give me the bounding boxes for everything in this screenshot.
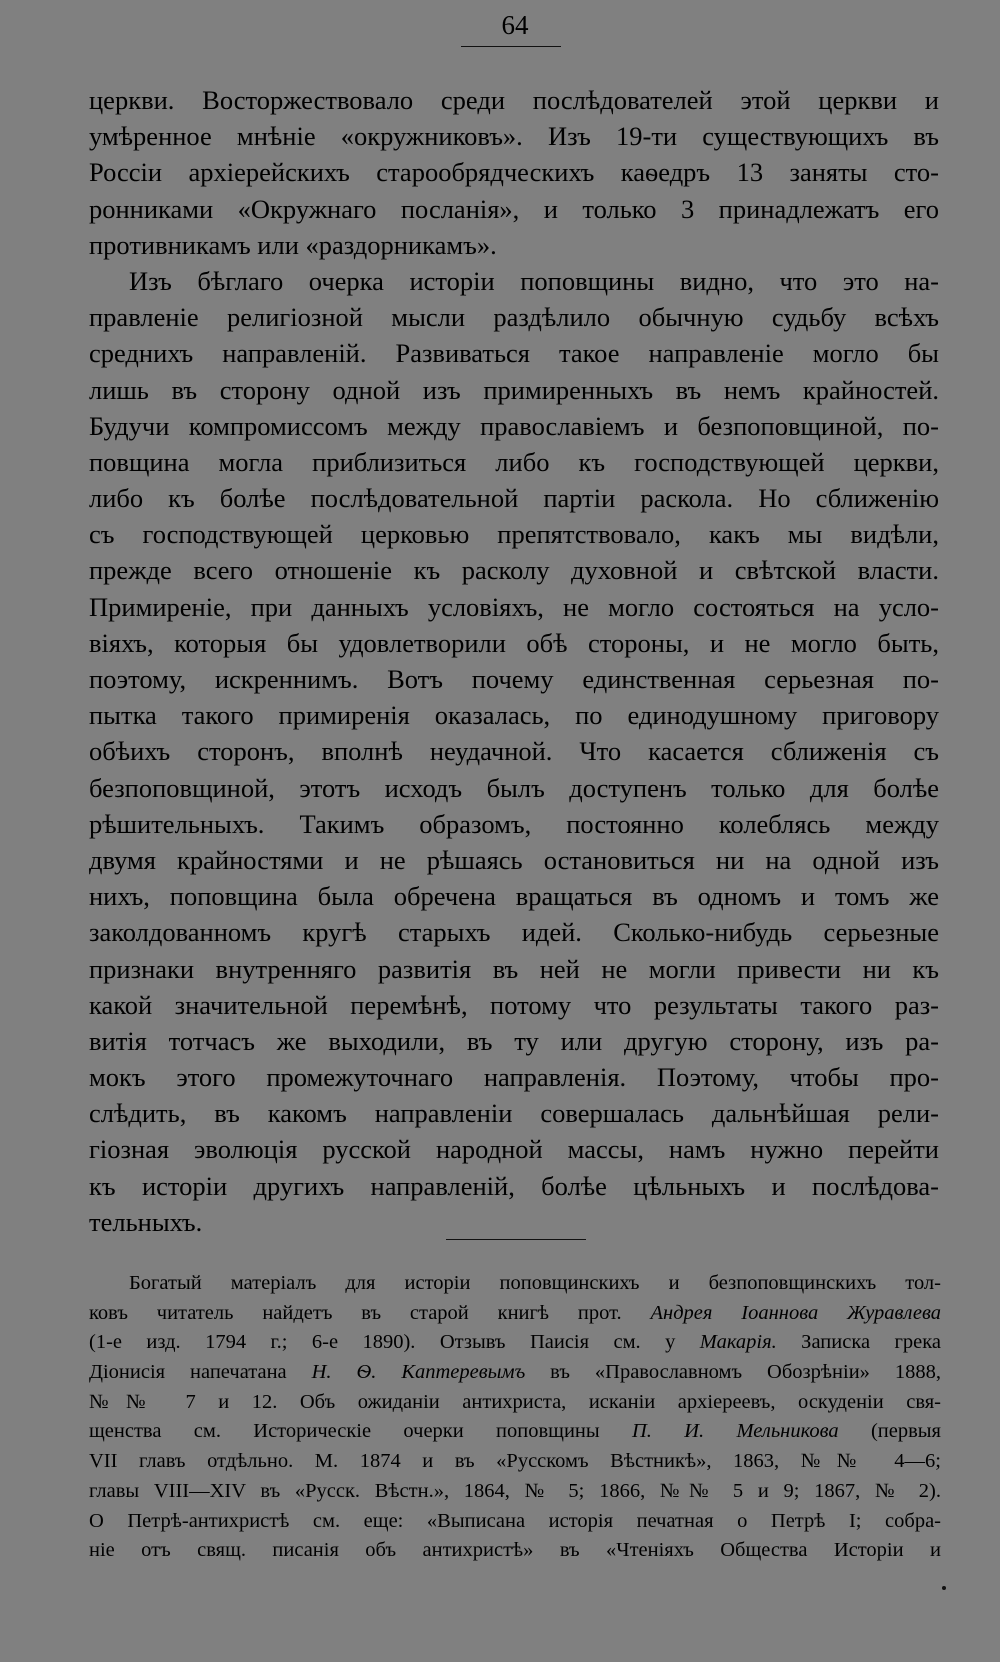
text-line: безпоповщиной, этотъ исходъ былъ доступенъ только для болѣе bbox=[89, 772, 939, 803]
text-line: къ исторіи другихъ направленій, болѣе цѣльныхъ и послѣдова- bbox=[89, 1170, 939, 1201]
text-line: обѣихъ сторонъ, вполнѣ неудачной. Что касается сближенія съ bbox=[89, 736, 939, 767]
author-name: Макарія. bbox=[699, 1331, 777, 1354]
author-name: П. И. Мельникова bbox=[632, 1420, 839, 1443]
footnote-line: главы VIII—XIV въ «Русск. Вѣстн.», 1864, № 5; 1866, №№ 5 и 9; 1867, № 2). bbox=[89, 1479, 941, 1502]
text-line: съ господствующей церковью препятствовало, какъ мы видѣли, bbox=[89, 519, 939, 550]
text-line: прежде всего отношеніе къ расколу духовной и свѣтской власти. bbox=[89, 555, 939, 586]
text-line: Россіи архіерейскихъ старообрядческихъ каѳедръ 13 заняты сто- bbox=[89, 157, 939, 188]
text-line: лишь въ сторону одной изъ примиренныхъ въ немъ крайностей. bbox=[89, 374, 939, 405]
text-line: среднихъ направленій. Развиваться такое направленіе могло бы bbox=[89, 338, 939, 369]
footnote-line: Богатый матеріалъ для исторіи поповщинскихъ и безпоповщинскихъ тол- bbox=[129, 1272, 941, 1294]
text-line: нихъ, поповщина была обречена вращаться въ одномъ и томъ же bbox=[89, 881, 939, 912]
author-name: Андрея Іоаннова Журавлева bbox=[650, 1301, 942, 1324]
text-line: рѣшительныхъ. Такимъ образомъ, постоянно колеблясь между bbox=[89, 808, 939, 839]
text-line: либо къ болѣе послѣдовательной партіи раскола. Но сближенію bbox=[89, 483, 939, 514]
text-line: какой значительной перемѣнѣ, потому что результаты такого раз- bbox=[89, 989, 939, 1020]
text-line: церкви. Восторжествовало среди послѣдователей этой церкви и bbox=[89, 85, 939, 115]
text-line: противникамъ или «раздорникамъ». bbox=[89, 229, 497, 260]
text-line: Будучи компромиссомъ между православіемъ и безпоповщиной, по- bbox=[89, 410, 939, 441]
text-line: мокъ этого промежуточнаго направленія. Поэтому, чтобы про- bbox=[89, 1062, 939, 1093]
text-line: віяхъ, которыя бы удовлетворили обѣ стороны, и не могло быть, bbox=[89, 627, 939, 658]
text-line: повщина могла приблизиться либо къ господствующей церкви, bbox=[89, 446, 939, 477]
text-line: заколдованномъ кругѣ старыхъ идей. Сколько-нибудь серьезные bbox=[89, 917, 939, 948]
footnote-line: Діонисія напечатана Н. Ѳ. Каптеревымъ въ «Православномъ Обозрѣніи» 1888, bbox=[89, 1361, 941, 1384]
text-line: гіозная эволюція русской народной массы, намъ нужно перейти bbox=[89, 1134, 939, 1165]
footnote-line: VII главъ отдѣльно. М. 1874 и въ «Русскомъ Вѣстникѣ», 1863, №№ 4—6; bbox=[89, 1450, 941, 1473]
text-line: правленіе религіозной мысли раздѣлило обычную судьбу всѣхъ bbox=[89, 302, 939, 333]
footnote bbox=[89, 1269, 941, 1566]
footnote-line: ковъ читатель найдетъ въ старой книгѣ прот. Андрея Іоаннова Журавлева bbox=[89, 1301, 942, 1324]
footnote-line: №№ 7 и 12. Объ ожиданіи антихриста, исканіи архіереевъ, оскуденіи свя- bbox=[89, 1390, 941, 1413]
text-line: двумя крайностями и не рѣшаясь остановиться ни на одной изъ bbox=[89, 844, 939, 875]
text-line: витія тотчасъ же выходили, въ ту или другую сторону, изъ ра- bbox=[89, 1025, 939, 1056]
footnote-line: щенства см. Историческіе очерки поповщины П. И. Мельникова (первыя bbox=[89, 1420, 941, 1443]
footnote-line: ніе отъ свящ. писанія объ антихристѣ» въ «Чтеніяхъ Общества Исторіи и bbox=[89, 1539, 941, 1562]
footnote-separator bbox=[446, 1239, 586, 1240]
ink-speck bbox=[942, 1586, 946, 1590]
text-line: пытка такого примиренія оказалась, по единодушному приговору bbox=[89, 700, 939, 731]
author-name: Н. Ѳ. Каптеревымъ bbox=[311, 1361, 526, 1384]
text-line: тельныхъ. bbox=[89, 1206, 203, 1237]
text-line: слѣдить, въ какомъ направленіи совершалась дальнѣйшая рели- bbox=[89, 1098, 939, 1129]
text-line: Изъ бѣглаго очерка исторіи поповщины видно, что это на- bbox=[129, 265, 939, 296]
footnote-line: (1-е изд. 1794 г.; 6-е 1890). Отзывъ Паисія см. у Макарія. Записка грека bbox=[89, 1331, 941, 1354]
footnote-line: О Петрѣ-антихристѣ см. еще: «Выписана исторія печатная о Петрѣ I; собра- bbox=[89, 1509, 941, 1532]
text-line: признаки внутренняго развитія въ ней не могли привести ни къ bbox=[89, 953, 939, 984]
main-text bbox=[89, 82, 939, 1240]
page-number: 64 bbox=[501, 10, 529, 40]
header-rule bbox=[461, 46, 561, 47]
text-line: Примиреніе, при данныхъ условіяхъ, не могло состояться на усло- bbox=[89, 591, 939, 622]
text-line: поэтому, искреннимъ. Вотъ почему единственная серьезная по- bbox=[89, 664, 939, 694]
text-line: умѣренное мнѣніе «окружниковъ». Изъ 19-ти существующихъ въ bbox=[89, 121, 939, 152]
text-line: ронниками «Окружнаго посланія», и только 3 принадлежатъ его bbox=[89, 193, 939, 224]
